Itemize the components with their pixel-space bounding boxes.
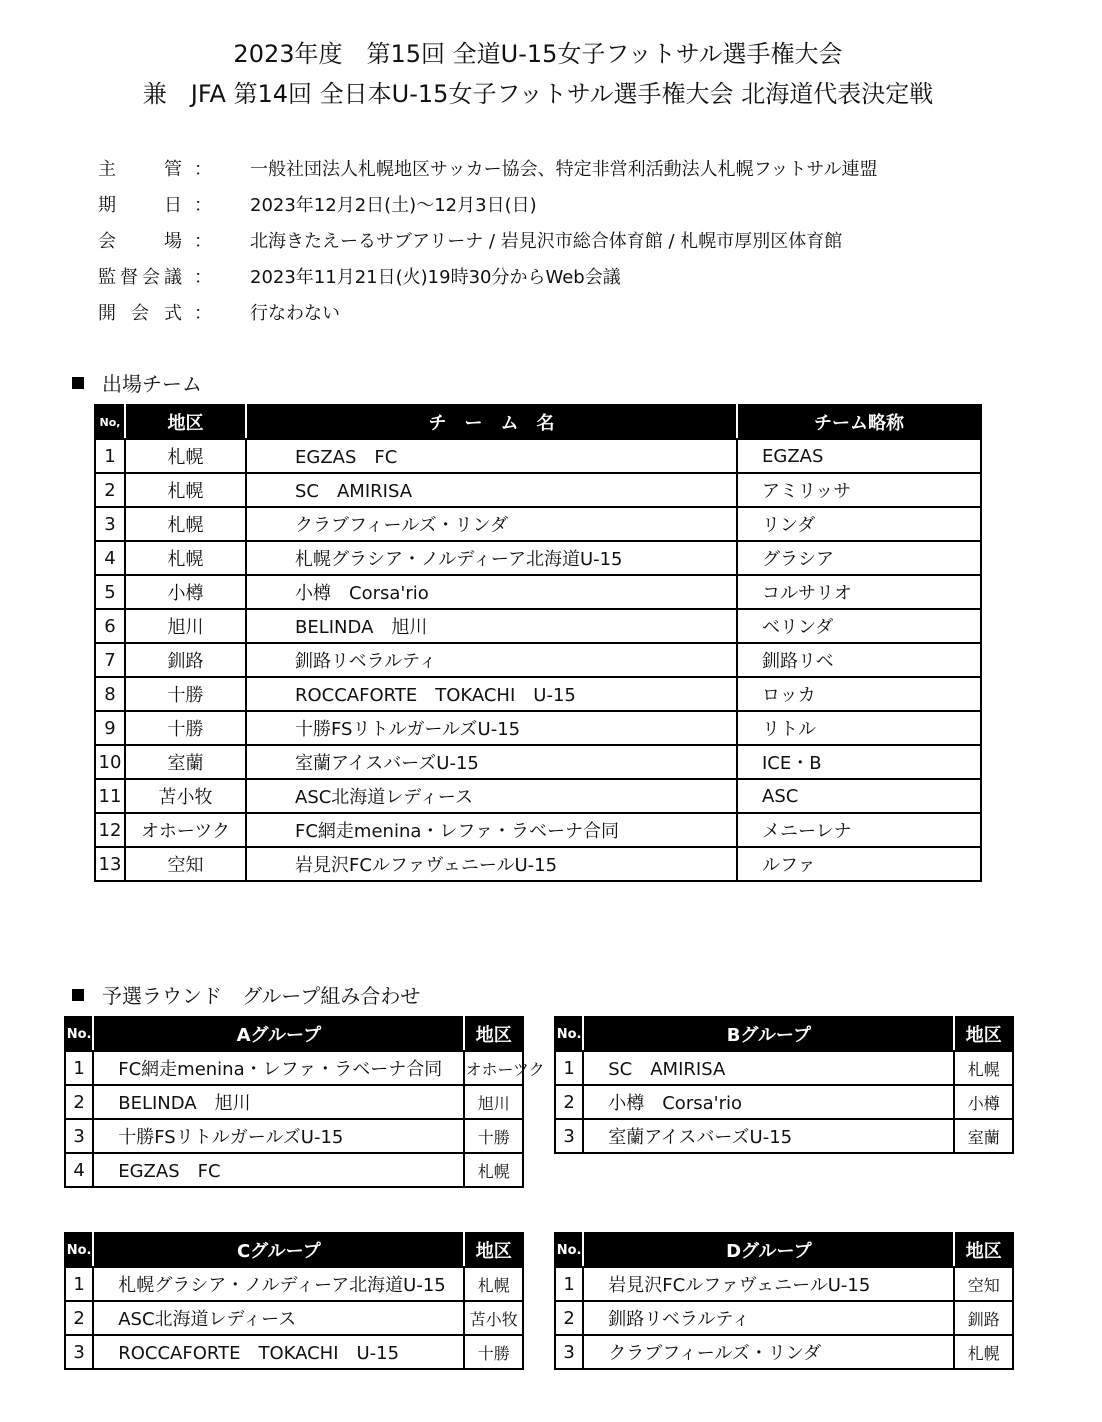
group-team-no-cell: 3 (65, 1119, 93, 1153)
info-value: 北海きたえーるサブアリーナ / 岩見沢市総合体育館 / 札幌市厚別区体育館 (250, 231, 843, 252)
team-name-cell: 十勝FSリトルガールズU-15 (246, 711, 737, 745)
header-no: No. (555, 1233, 583, 1267)
team-name-cell: ASC北海道レディース (246, 779, 737, 813)
info-label: 開会式 (98, 303, 182, 324)
header-group-name: Aグループ (93, 1017, 464, 1051)
table-row (95, 473, 981, 507)
group-team-no-cell: 2 (555, 1301, 583, 1335)
group-team-region-cell: 十勝 (464, 1335, 523, 1369)
table-header-row (555, 1233, 1013, 1267)
team-abbr-cell: ルファ (737, 847, 981, 881)
header-group-name: Bグループ (583, 1017, 954, 1051)
group-team-name-cell: 岩見沢FCルファヴェニールU-15 (583, 1267, 954, 1301)
team-region-cell: 札幌 (125, 507, 246, 541)
info-colon: ： (194, 303, 212, 324)
team-no-cell: 11 (95, 779, 125, 813)
team-abbr-cell: ASC (737, 779, 981, 813)
table-row (65, 1335, 523, 1369)
table-row (95, 711, 981, 745)
header-no: No. (65, 1017, 93, 1051)
group-team-name-cell: BELINDA 旭川 (93, 1085, 464, 1119)
info-label: 会場 (98, 231, 182, 252)
header-region: 地区 (954, 1017, 1013, 1051)
group-team-no-cell: 1 (65, 1267, 93, 1301)
group-team-no-cell: 1 (555, 1267, 583, 1301)
team-name-cell: EGZAS FC (246, 439, 737, 473)
team-abbr-cell: メニーレナ (737, 813, 981, 847)
group-team-name-cell: ROCCAFORTE TOKACHI U-15 (93, 1335, 464, 1369)
table-row (95, 507, 981, 541)
group-c-table (64, 1232, 524, 1370)
table-row (65, 1119, 523, 1153)
group-team-region-cell: 札幌 (954, 1051, 1013, 1085)
table-row (95, 439, 981, 473)
table-row (95, 575, 981, 609)
table-row (555, 1301, 1013, 1335)
header-no: No. (555, 1017, 583, 1051)
table-row (555, 1119, 1013, 1153)
team-no-cell: 5 (95, 575, 125, 609)
group-team-no-cell: 3 (65, 1335, 93, 1369)
team-region-cell: オホーツク (125, 813, 246, 847)
team-region-cell: 釧路 (125, 643, 246, 677)
team-region-cell: 札幌 (125, 473, 246, 507)
team-no-cell: 12 (95, 813, 125, 847)
team-no-cell: 2 (95, 473, 125, 507)
group-team-no-cell: 2 (65, 1085, 93, 1119)
section-heading-groups (72, 982, 420, 1010)
info-value: 行なわない (250, 303, 340, 324)
group-team-no-cell: 1 (65, 1051, 93, 1085)
header-no: No, (95, 405, 125, 439)
group-team-region-cell: 札幌 (464, 1267, 523, 1301)
info-colon: ： (194, 267, 212, 288)
document-title-line-1: 2023年度 第15回 全道U-15女子フットサル選手権大会 (233, 40, 843, 68)
team-no-cell: 1 (95, 439, 125, 473)
table-row (95, 813, 981, 847)
group-team-name-cell: 釧路リベラルティ (583, 1301, 954, 1335)
table-header-row (555, 1017, 1013, 1051)
team-name-cell: SC AMIRISA (246, 473, 737, 507)
table-row (95, 847, 981, 881)
team-name-cell: 札幌グラシア・ノルディーア北海道U-15 (246, 541, 737, 575)
group-team-name-cell: 札幌グラシア・ノルディーア北海道U-15 (93, 1267, 464, 1301)
table-row (65, 1153, 523, 1187)
info-label: 主管 (98, 159, 182, 180)
group-team-no-cell: 1 (555, 1051, 583, 1085)
team-region-cell: 札幌 (125, 541, 246, 575)
team-name-cell: FC網走menina・レファ・ラベーナ合同 (246, 813, 737, 847)
team-abbr-cell: リトル (737, 711, 981, 745)
team-name-cell: 小樽 Corsa'rio (246, 575, 737, 609)
group-team-region-cell: 室蘭 (954, 1119, 1013, 1153)
team-abbr-cell: ベリンダ (737, 609, 981, 643)
team-no-cell: 7 (95, 643, 125, 677)
group-team-region-cell: 札幌 (464, 1153, 523, 1187)
header-no: No. (65, 1233, 93, 1267)
group-team-region-cell: オホーツク (464, 1051, 523, 1085)
header-team-name: チ ー ム 名 (246, 405, 737, 439)
group-team-name-cell: 十勝FSリトルガールズU-15 (93, 1119, 464, 1153)
group-a-table (64, 1016, 545, 1188)
team-name-cell: BELINDA 旭川 (246, 609, 737, 643)
info-colon: ： (194, 195, 212, 216)
team-abbr-cell: 釧路リベ (737, 643, 981, 677)
team-region-cell: 苫小牧 (125, 779, 246, 813)
team-region-cell: 札幌 (125, 439, 246, 473)
section-heading-text: 予選ラウンド グループ組み合わせ (102, 984, 421, 1008)
table-row (95, 677, 981, 711)
table-row (95, 745, 981, 779)
table-row (95, 609, 981, 643)
team-no-cell: 13 (95, 847, 125, 881)
group-team-no-cell: 2 (555, 1085, 583, 1119)
group-team-region-cell: 札幌 (954, 1335, 1013, 1369)
group-d-table (554, 1232, 1014, 1370)
team-abbr-cell: EGZAS (737, 439, 981, 473)
team-region-cell: 十勝 (125, 711, 246, 745)
table-header-row (65, 1017, 523, 1051)
team-name-cell: ROCCAFORTE TOKACHI U-15 (246, 677, 737, 711)
team-region-cell: 旭川 (125, 609, 246, 643)
header-group-name: Cグループ (93, 1233, 464, 1267)
group-team-name-cell: FC網走menina・レファ・ラベーナ合同 (93, 1051, 464, 1085)
team-region-cell: 室蘭 (125, 745, 246, 779)
table-row (555, 1267, 1013, 1301)
group-team-region-cell: 釧路 (954, 1301, 1013, 1335)
team-no-cell: 4 (95, 541, 125, 575)
group-b-table (554, 1016, 1014, 1154)
header-group-name: Dグループ (583, 1233, 954, 1267)
team-region-cell: 十勝 (125, 677, 246, 711)
team-region-cell: 空知 (125, 847, 246, 881)
square-bullet-icon (72, 377, 84, 389)
team-abbr-cell: アミリッサ (737, 473, 981, 507)
header-region: 地区 (464, 1233, 523, 1267)
group-team-name-cell: 室蘭アイスバーズU-15 (583, 1119, 954, 1153)
group-team-no-cell: 2 (65, 1301, 93, 1335)
info-colon: ： (194, 159, 212, 180)
table-row (95, 779, 981, 813)
document-title-line-2: 兼 JFA 第14回 全日本U-15女子フットサル選手権大会 北海道代表決定戦 (142, 80, 934, 108)
group-team-name-cell: クラブフィールズ・リンダ (583, 1335, 954, 1369)
team-abbr-cell: コルサリオ (737, 575, 981, 609)
header-region: 地区 (954, 1233, 1013, 1267)
info-value: 2023年11月21日(火)19時30分からWeb会議 (250, 267, 621, 288)
team-no-cell: 3 (95, 507, 125, 541)
team-name-cell: 室蘭アイスバーズU-15 (246, 745, 737, 779)
header-abbreviation: チーム略称 (737, 405, 981, 439)
team-abbr-cell: ロッカ (737, 677, 981, 711)
square-bullet-icon (72, 989, 84, 1001)
team-no-cell: 8 (95, 677, 125, 711)
team-abbr-cell: リンダ (737, 507, 981, 541)
table-row (95, 643, 981, 677)
team-name-cell: 岩見沢FCルファヴェニールU-15 (246, 847, 737, 881)
info-value: 一般社団法人札幌地区サッカー協会、特定非営利活動法人札幌フットサル連盟 (250, 159, 878, 180)
table-row (555, 1085, 1013, 1119)
team-region-cell: 小樽 (125, 575, 246, 609)
table-row (555, 1051, 1013, 1085)
table-row (65, 1085, 523, 1119)
team-no-cell: 6 (95, 609, 125, 643)
team-abbr-cell: グラシア (737, 541, 981, 575)
table-row (65, 1301, 523, 1335)
group-team-region-cell: 十勝 (464, 1119, 523, 1153)
group-team-region-cell: 旭川 (464, 1085, 523, 1119)
info-label: 期日 (98, 195, 182, 216)
group-team-no-cell: 3 (555, 1119, 583, 1153)
info-colon: ： (194, 231, 212, 252)
table-row (65, 1051, 523, 1085)
team-no-cell: 9 (95, 711, 125, 745)
team-abbr-cell: ICE・B (737, 745, 981, 779)
group-team-name-cell: 小樽 Corsa'rio (583, 1085, 954, 1119)
table-row (65, 1267, 523, 1301)
header-region: 地区 (464, 1017, 523, 1051)
group-team-name-cell: EGZAS FC (93, 1153, 464, 1187)
group-team-region-cell: 小樽 (954, 1085, 1013, 1119)
table-header-row (65, 1233, 523, 1267)
team-name-cell: 釧路リベラルティ (246, 643, 737, 677)
team-no-cell: 10 (95, 745, 125, 779)
table-header-row (95, 405, 981, 439)
group-team-no-cell: 4 (65, 1153, 93, 1187)
group-team-no-cell: 3 (555, 1335, 583, 1369)
participating-teams-table (94, 404, 982, 882)
section-heading-text: 出場チーム (102, 372, 202, 396)
section-heading-teams (72, 370, 202, 398)
table-row (95, 541, 981, 575)
team-name-cell: クラブフィールズ・リンダ (246, 507, 737, 541)
header-region: 地区 (125, 405, 246, 439)
info-label: 監督会議 (98, 267, 182, 288)
group-team-region-cell: 空知 (954, 1267, 1013, 1301)
group-team-name-cell: SC AMIRISA (583, 1051, 954, 1085)
group-team-region-cell: 苫小牧 (464, 1301, 523, 1335)
info-value: 2023年12月2日(土)～12月3日(日) (250, 195, 537, 216)
table-row (555, 1335, 1013, 1369)
group-team-name-cell: ASC北海道レディース (93, 1301, 464, 1335)
